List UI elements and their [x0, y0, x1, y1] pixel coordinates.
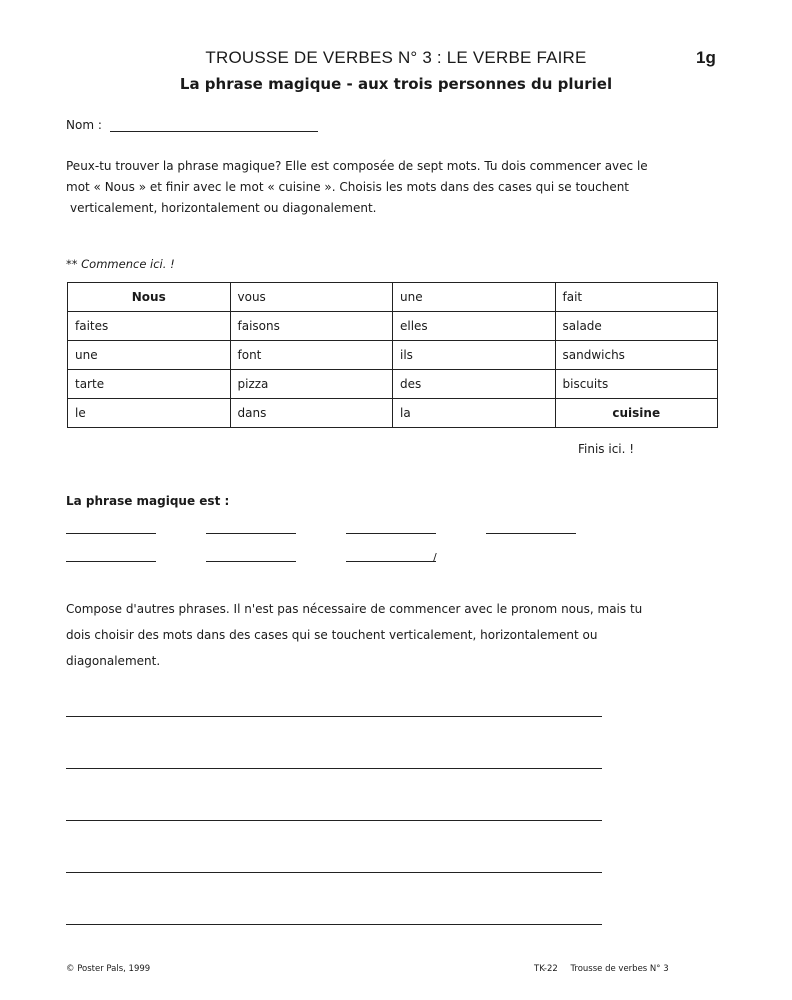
instruction-line: mot « Nous » et finir avec le mot « cuisine ». Choisis les mots dans des cases qui se touchent — [66, 180, 630, 194]
footer-reference — [534, 964, 679, 974]
name-row — [66, 118, 318, 132]
compose-instructions — [66, 596, 726, 674]
name-label: Nom : — [66, 118, 102, 132]
start-note: ** Commence ici. ! — [66, 257, 175, 271]
page-title: TROUSSE DE VERBES N° 3 : LE VERBE FAIRE — [205, 48, 587, 67]
answer-end-mark: / — [433, 551, 437, 564]
magic-phrase-label: La phrase magique est : — [66, 494, 230, 508]
footer-series: Trousse de verbes N° 3 — [570, 964, 669, 974]
writing-line[interactable] — [66, 820, 602, 821]
instruction-line: verticalement, horizontalement ou diagonalement. — [70, 201, 377, 215]
compose-line: Compose d'autres phrases. Il n'est pas nécessaire de commencer avec le pronom nous, mais tu — [66, 602, 643, 616]
grid-cell: faites — [68, 312, 231, 341]
answer-blank[interactable] — [346, 561, 436, 562]
grid-cell: biscuits — [555, 370, 718, 399]
instruction-line: Peux-tu trouver la phrase magique? Elle est composée de sept mots. Tu dois commencer avec le — [66, 159, 648, 173]
grid-cell: le — [68, 399, 231, 428]
grid-cell: faisons — [230, 312, 393, 341]
grid-cell: cuisine — [555, 399, 718, 428]
compose-line: dois choisir des mots dans des cases qui se touchent verticalement, horizontalement ou — [66, 628, 598, 642]
grid-cell: pizza — [230, 370, 393, 399]
grid-row — [68, 312, 718, 341]
writing-line[interactable] — [66, 924, 602, 925]
instructions — [66, 156, 726, 219]
end-note: Finis ici. ! — [578, 442, 635, 456]
grid-cell: sandwichs — [555, 341, 718, 370]
writing-line[interactable] — [66, 872, 602, 873]
grid-cell: une — [68, 341, 231, 370]
word-grid — [67, 282, 718, 428]
grid-cell: une — [393, 283, 556, 312]
answer-blank[interactable] — [206, 561, 296, 562]
footer-copyright: © Poster Pals, 1999 — [66, 964, 151, 974]
grid-row — [68, 399, 718, 428]
name-field[interactable] — [110, 118, 318, 132]
grid-cell: tarte — [68, 370, 231, 399]
footer-ref-code: TK-22 — [534, 964, 558, 974]
compose-line: diagonalement. — [66, 654, 161, 668]
grid-row — [68, 370, 718, 399]
grid-cell: elles — [393, 312, 556, 341]
grid-cell: font — [230, 341, 393, 370]
answer-blank[interactable] — [346, 533, 436, 534]
grid-cell: des — [393, 370, 556, 399]
answer-blank[interactable] — [206, 533, 296, 534]
grid-cell: ils — [393, 341, 556, 370]
answer-blank[interactable] — [66, 561, 156, 562]
grid-cell: dans — [230, 399, 393, 428]
grid-cell: la — [393, 399, 556, 428]
page-subtitle: La phrase magique - aux trois personnes du pluriel — [179, 75, 613, 93]
answer-blank[interactable] — [486, 533, 576, 534]
grid-row — [68, 283, 718, 312]
grid-cell: fait — [555, 283, 718, 312]
answer-blank[interactable] — [66, 533, 156, 534]
grid-cell: Nous — [68, 283, 231, 312]
grid-cell: salade — [555, 312, 718, 341]
grid-row — [68, 341, 718, 370]
page-code: 1g — [696, 48, 716, 67]
writing-line[interactable] — [66, 768, 602, 769]
writing-line[interactable] — [66, 716, 602, 717]
grid-cell: vous — [230, 283, 393, 312]
